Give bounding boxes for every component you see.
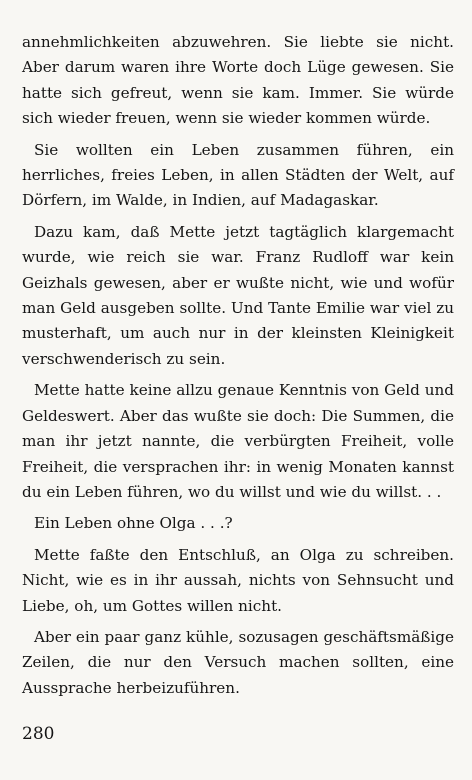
paragraph-6: Mette faßte den Entschluß, an Olga zu schreiben. Nicht, wie es in ihr aussah, nichts von Sehnsucht und Liebe, oh, um Gottes willen nicht. [22, 545, 454, 615]
paragraph-3: Dazu kam, daß Mette jetzt tagtäglich klargemacht wurde, wie reich sie war. Franz Rudloff war kein Geizhals gewesen, aber er wußte nicht, wie und wofür man Geld ausgeben sollte. Und Tante Emilie war viel zu musterhaft, um auch nur in der kleinsten Kleinigkeit verschwenderisch zu sein. [22, 222, 454, 368]
paragraph-1: annehmlichkeiten abzuwehren. Sie liebte sie nicht. Aber darum waren ihre Worte doch Lüge gewesen. Sie hatte sich gefreut, wenn sie kam. Immer. Sie würde sich wieder freuen, wenn sie wieder kommen würde. [22, 33, 454, 128]
page-number: 280 [22, 724, 55, 744]
body-text [22, 30, 454, 701]
paragraph-4: Mette hatte keine allzu genaue Kenntnis von Geld und Geldeswert. Aber das wußte sie doch: Die Summen, die man ihr jetzt nannte, die verbürgten Freiheit, volle Freiheit, die versprachen ihr: in wenig Monaten kannst du ein Leben führen, wo du willst und wie du willst. . . [22, 381, 454, 501]
paragraph-2: Sie wollten ein Leben zusammen führen, ein herrliches, freies Leben, in allen Städten der Welt, auf Dörfern, im Walde, in Indien, auf Madagaskar. [22, 140, 454, 210]
paragraph-5: Ein Leben ohne Olga . . .? [34, 514, 233, 533]
paragraph-7: Aber ein paar ganz kühle, sozusagen geschäftsmäßige Zeilen, die nur den Versuch machen sollten, eine Aussprache herbeizuführen. [22, 627, 454, 697]
